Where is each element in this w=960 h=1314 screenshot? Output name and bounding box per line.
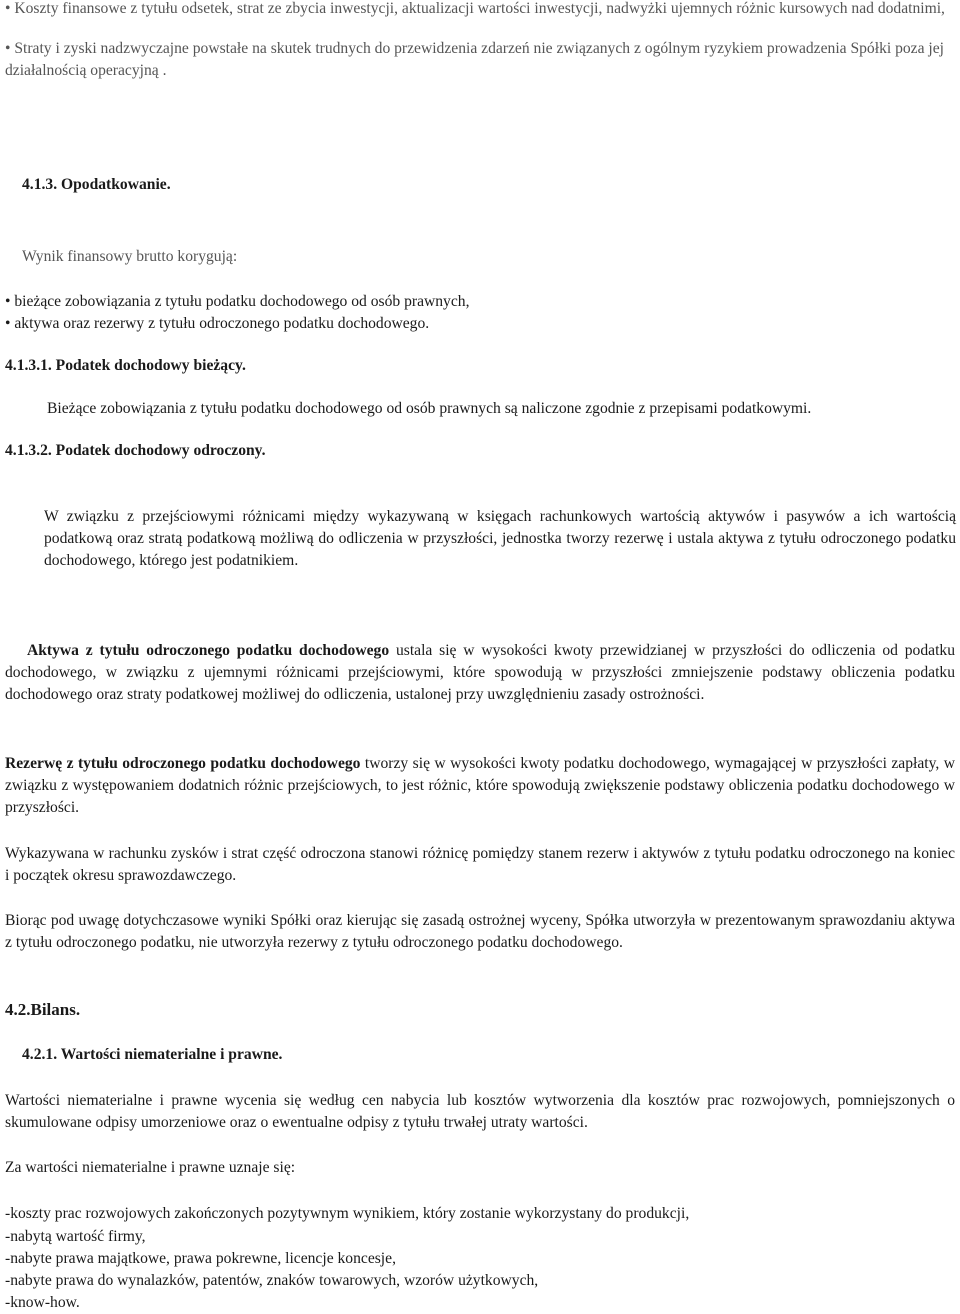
list-item-koszty-prac: -koszty prac rozwojowych zakończonych pozytywnym wynikiem, który zostanie wykorzystany do produkcji, <box>5 1205 690 1222</box>
aktywa-paragraph-bold: Aktywa z tytułu odroczonego podatku dochodowego <box>27 642 390 659</box>
opodatkowanie-intro: Wynik finansowy brutto korygują: <box>22 248 238 265</box>
wartosci-niematerialne-text: Wartości niematerialne i prawne wycenia się według cen nabycia lub kosztów wytworzenia dla kosztów prac rozwojowych, pomniejszonych o skumulowane odpisy umorzeniowe oraz o ewentualne odpisy z tytułu trwałej utraty wartości. <box>5 1092 955 1131</box>
wykazywana-paragraph: Wykazywana w rachunku zysków i strat część odroczona stanowi różnicę pomiędzy stanem rezerw i aktywów z tytułu podatku odroczonego na koniec i początek okresu sprawozdawczego. <box>5 845 955 884</box>
list-item-prawa-majatkowe: -nabyte prawa majątkowe, prawa pokrewne, licencje koncesje, <box>5 1250 396 1267</box>
aktywa-paragraph <box>5 640 955 706</box>
podatek-biezacy-text: Bieżące zobowiązania z tytułu podatku dochodowego od osób prawnych są naliczone zgodnie z przepisami podatkowymi. <box>47 400 812 417</box>
rezerwa-paragraph-rest: tworzy się w wysokości kwoty podatku dochodowego, wymagającej w przyszłości zapłaty, w związku z występowaniem dodatnich różnic przejściowych, to jest różnic, które spowodują zwiększenie podstawy obliczenia podatku dochodowego w przyszłości. <box>5 755 955 816</box>
wartosci-niematerialne-intro: Za wartości niematerialne i prawne uznaje się: <box>5 1159 296 1176</box>
heading-bilans: 4.2.Bilans. <box>5 1000 81 1019</box>
heading-wartosci-niematerialne: 4.2.1. Wartości niematerialne i prawne. <box>22 1046 283 1063</box>
list-item-wynalazki: -nabyte prawa do wynalazków, patentów, znaków towarowych, wzorów użytkowych, <box>5 1272 539 1289</box>
heading-podatek-odroczony: 4.1.3.2. Podatek dochodowy odroczony. <box>5 442 266 459</box>
bullet-straty-zyski: • Straty i zyski nadzwyczajne powstałe na skutek trudnych do przewidzenia zdarzeń nie związanych z ogólnym ryzykiem prowadzenia Spółki poza jej działalnością operacyjną . <box>5 40 945 79</box>
rezerwa-paragraph-bold: Rezerwę z tytułu odroczonego podatku dochodowego <box>5 755 361 772</box>
rezerwa-paragraph <box>5 753 955 819</box>
biorac-paragraph: Biorąc pod uwagę dotychczasowe wyniki Spółki oraz kierując się zasadą ostrożnej wyceny, Spółka utworzyła w prezentowanym sprawozdaniu aktywa z tytułu odroczonego podatku, nie utworzyła rezerwy z tytułu odroczonego podatku dochodowego. <box>5 912 955 951</box>
heading-podatek-biezacy: 4.1.3.1. Podatek dochodowy bieżący. <box>5 357 246 374</box>
bullet-aktywa-rezerwy: • aktywa oraz rezerwy z tytułu odroczonego podatku dochodowego. <box>5 315 430 332</box>
list-item-know-how: -know-how. <box>5 1294 80 1311</box>
list-item-wartosc-firmy: -nabytą wartość firmy, <box>5 1228 146 1245</box>
aktywa-paragraph-rest: ustala się w wysokości kwoty przewidzianej w przyszłości do odliczenia od podatku dochodowego, w związku z ujemnymi różnicami przejściowymi, które spowodują w przyszłości zmniejszenie podstawy obliczenia podatku dochodowego oraz straty podatkowej możliwej do odliczenia, ustalonej przy uwzględnieniu zasady ostrożności. <box>5 642 956 703</box>
podatek-odroczony-text: W związku z przejściowymi różnicami między wykazywaną w księgach rachunkowych wartością aktywów i pasywów a ich wartością podatkową oraz stratą podatkową możliwą do odliczenia w przyszłości, jednostka tworzy rezerwę i ustala aktywa z tytułu odroczonego podatku dochodowego, którego jest podatnikiem. <box>44 508 956 569</box>
heading-opodatkowanie: 4.1.3. Opodatkowanie. <box>22 176 171 193</box>
bullet-biezace: • bieżące zobowiązania z tytułu podatku dochodowego od osób prawnych, <box>5 293 470 310</box>
bullet-koszty-finansowe: • Koszty finansowe z tytułu odsetek, strat ze zbycia inwestycji, aktualizacji wartości inwestycji, nadwyżki ujemnych różnic kursowych nad dodatnimi, <box>5 0 945 17</box>
